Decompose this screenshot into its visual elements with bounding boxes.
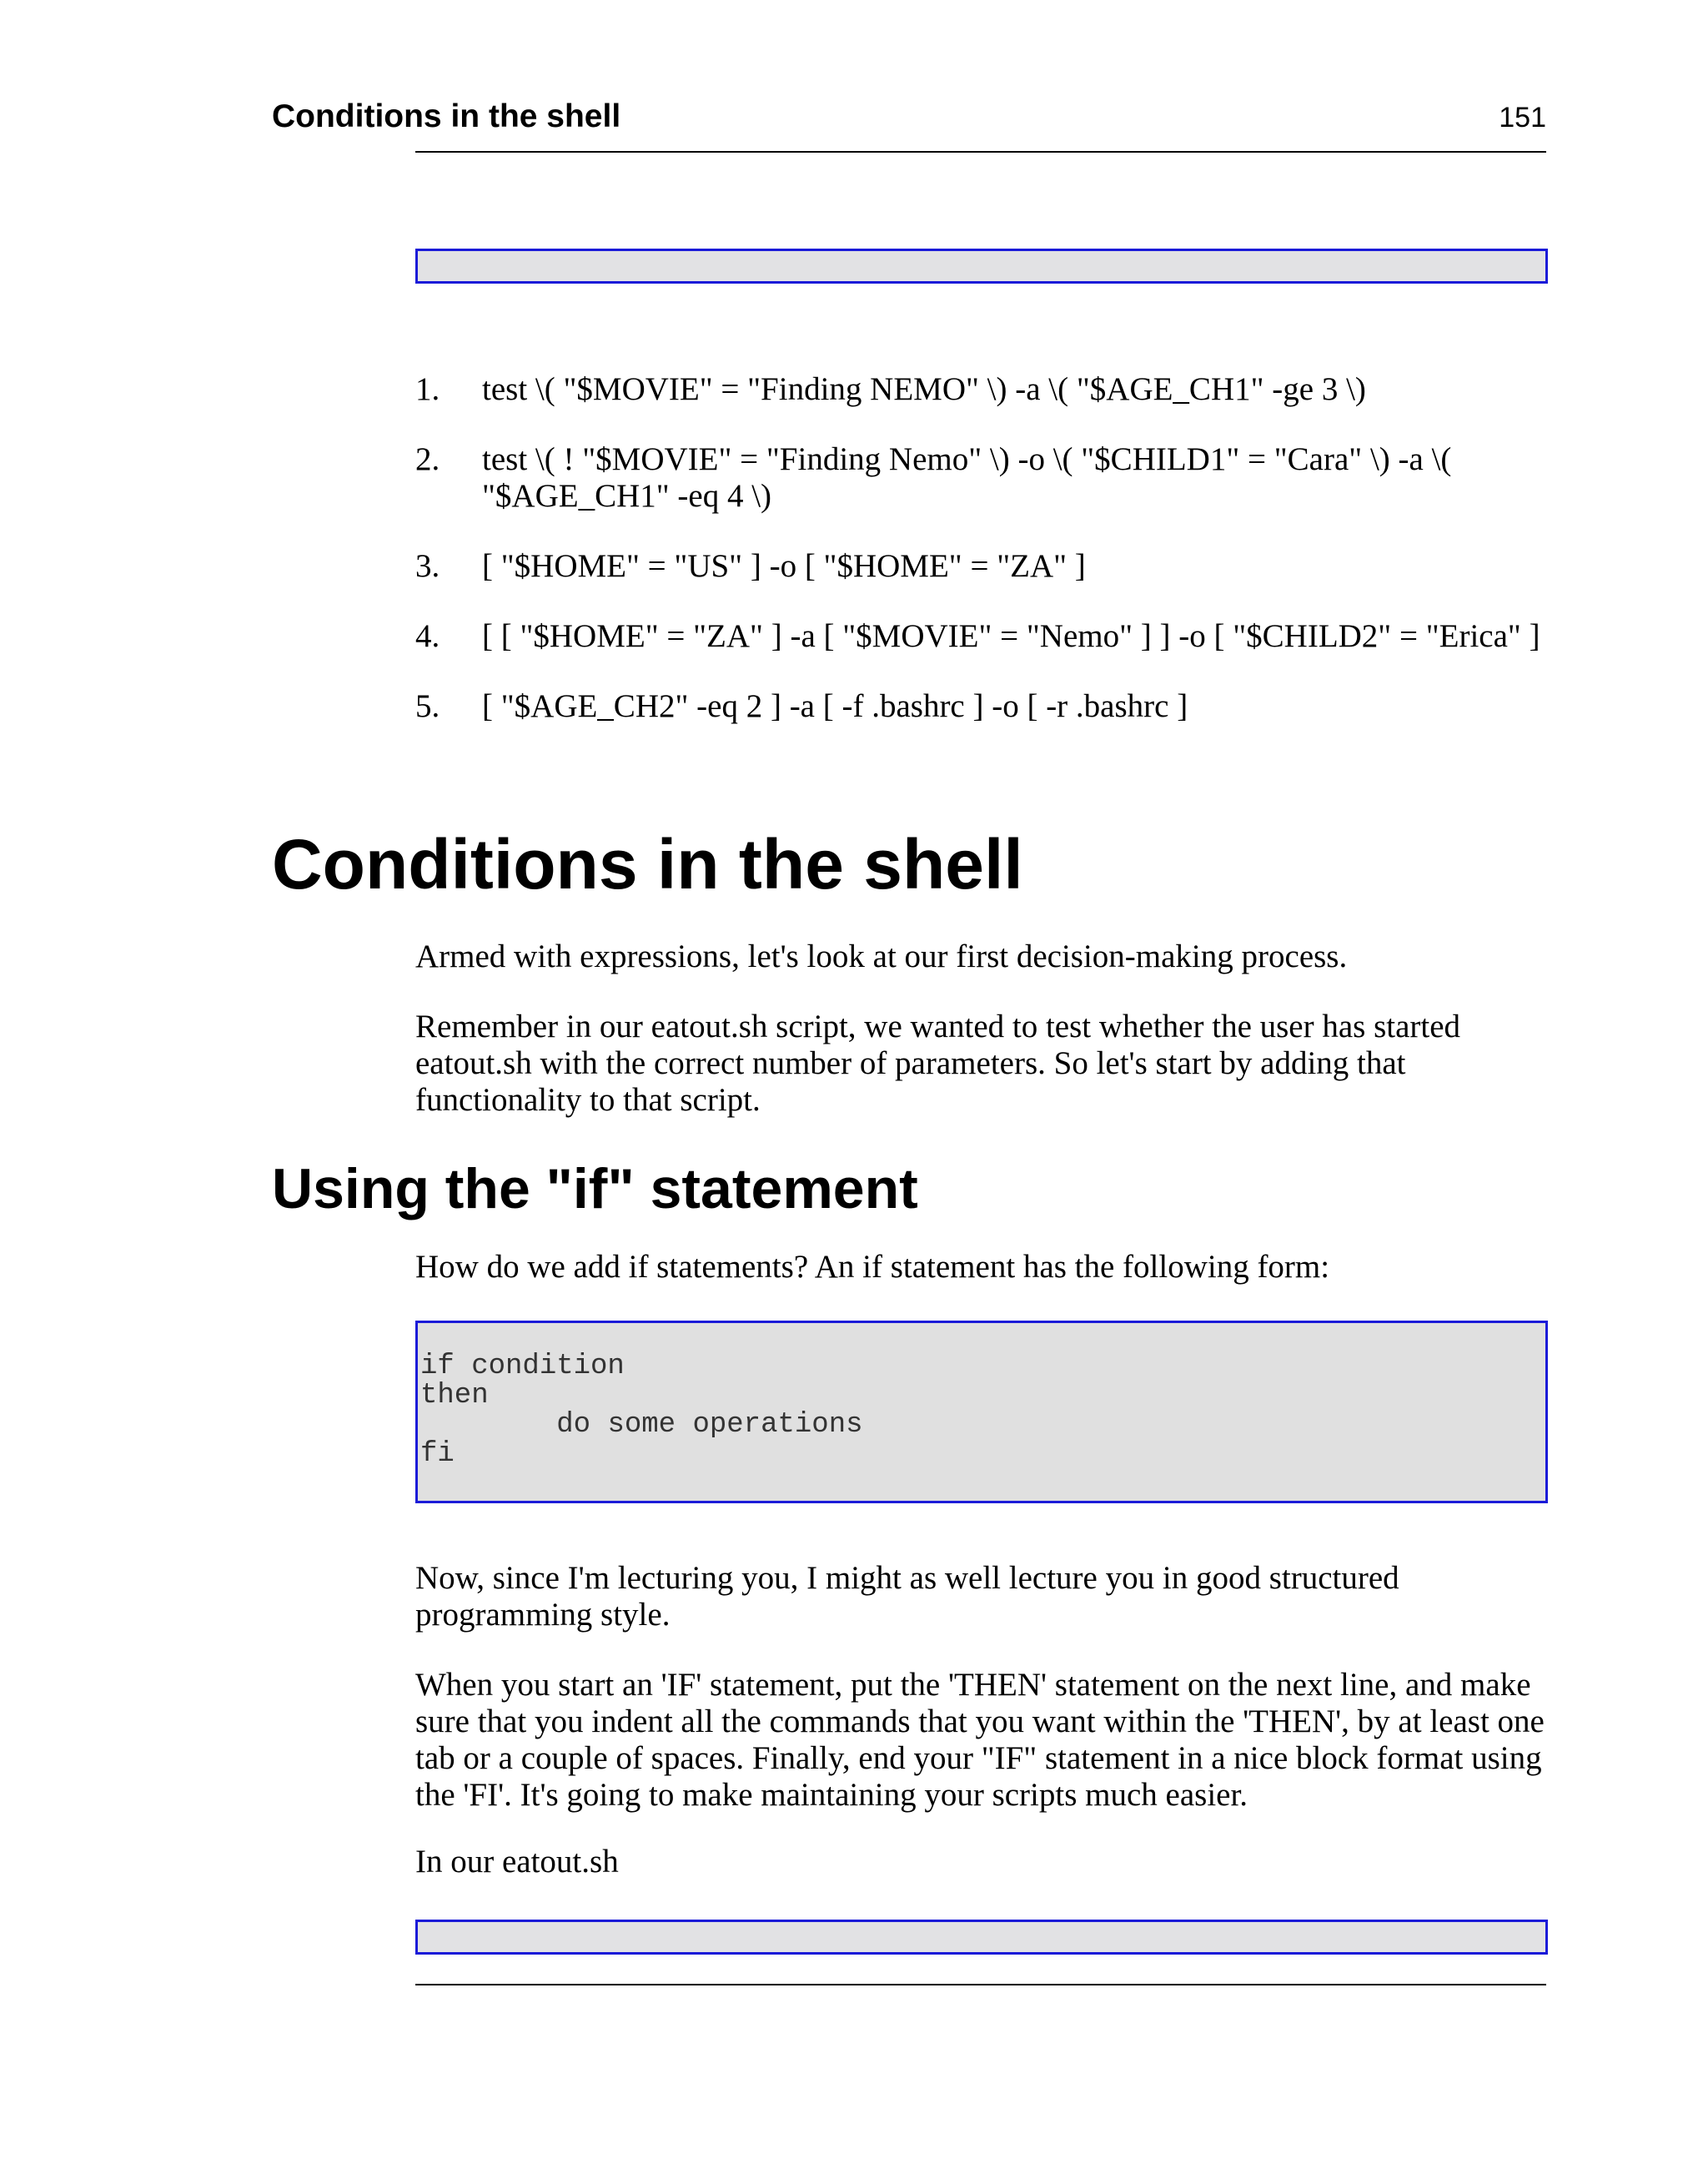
list-item-number: 1.	[415, 371, 440, 407]
footer-rule	[415, 1984, 1546, 1985]
list-item	[415, 441, 1550, 515]
section-heading: Conditions in the shell	[272, 825, 1023, 903]
paragraph-in-eatout: In our eatout.sh	[415, 1844, 619, 1880]
list-item-number: 2.	[415, 441, 440, 477]
subsection-intro: How do we add if statements? An if statement has the following form:	[415, 1249, 1330, 1285]
section-paragraph-eatout: Remember in our eatout.sh script, we wanted to test whether the user has started eatout.sh with the correct number of parameters. So let's start by adding that functionality to that script.	[415, 1009, 1461, 1118]
list-item	[415, 688, 1550, 725]
page-number: 151	[1499, 102, 1546, 133]
list-item-text: [ "$AGE_CH2" -eq 2 ] -a [ -f .bashrc ] -o [ -r .bashrc ]	[482, 688, 1188, 724]
list-item	[415, 618, 1550, 655]
code-listing: if condition then do some operations fi	[420, 1351, 863, 1470]
list-item-number: 3.	[415, 548, 440, 584]
header-rule	[415, 151, 1546, 153]
exercise-list	[415, 371, 1550, 758]
code-block-continuation-bottom	[415, 1920, 1548, 1955]
list-item	[415, 371, 1550, 408]
paragraph-if-then-fi: When you start an 'IF' statement, put the 'THEN' statement on the next line, and make sure that you indent all the commands that you want within the 'THEN', by at least one tab or a couple of spaces. Finally, end your "IF" statement in a nice block format using the 'FI'. It's going to make maintaining your scripts much easier.	[415, 1667, 1545, 1813]
list-item-text: test \( ! "$MOVIE" = "Finding Nemo" \) -o \( "$CHILD1" = "Cara" \) -a \( "$AGE_CH1" -eq 4 \)	[482, 441, 1452, 514]
list-item-text: [ "$HOME" = "US" ] -o [ "$HOME" = "ZA" ]	[482, 548, 1086, 584]
code-block	[415, 1321, 1548, 1503]
list-item-text: [ [ "$HOME" = "ZA" ] -a [ "$MOVIE" = "Nemo" ] ] -o [ "$CHILD2" = "Erica" ]	[482, 618, 1540, 654]
running-title: Conditions in the shell	[272, 98, 621, 134]
list-item	[415, 548, 1550, 585]
code-block-continuation-top	[415, 249, 1548, 284]
list-item-number: 5.	[415, 688, 440, 724]
subsection-heading: Using the "if" statement	[272, 1157, 918, 1220]
paragraph-style-advice: Now, since I'm lecturing you, I might as well lecture you in good structured programming style.	[415, 1560, 1399, 1633]
list-item-text: test \( "$MOVIE" = "Finding NEMO" \) -a \( "$AGE_CH1" -ge 3 \)	[482, 371, 1366, 407]
list-item-number: 4.	[415, 618, 440, 654]
section-paragraph-intro: Armed with expressions, let's look at our first decision-making process.	[415, 939, 1348, 974]
page-header	[272, 98, 1546, 150]
